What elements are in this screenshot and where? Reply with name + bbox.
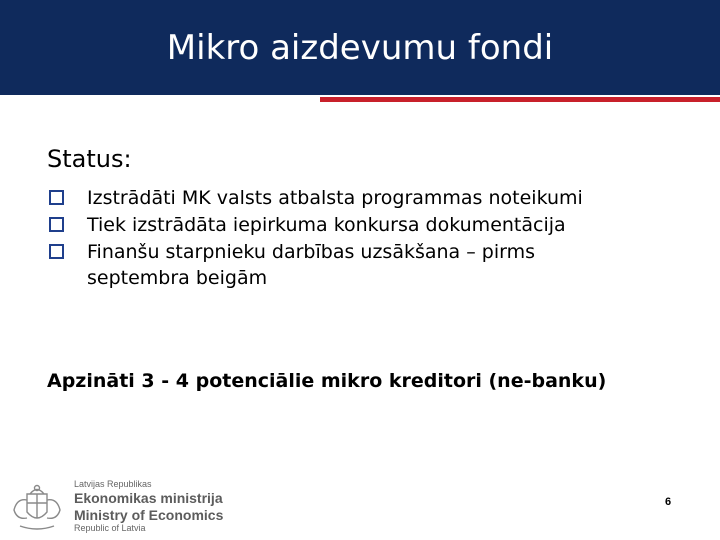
ministry-logo bbox=[8, 476, 248, 534]
checkbox-square-icon bbox=[49, 244, 64, 259]
logo-line-3: Ministry of Economics bbox=[74, 507, 224, 523]
list-item bbox=[49, 212, 689, 238]
bullet-text: Tiek izstrādāta iepirkuma konkursa dokumentācija bbox=[87, 214, 566, 236]
latvia-coat-of-arms-icon bbox=[8, 482, 66, 532]
checkbox-square-icon bbox=[49, 217, 64, 232]
logo-line-4: Republic of Latvia bbox=[74, 523, 146, 533]
logo-line-2: Ekonomikas ministrija bbox=[74, 490, 223, 506]
accent-line bbox=[320, 97, 720, 102]
slide-title: Mikro aizdevumu fondi bbox=[166, 28, 554, 68]
status-heading: Status: bbox=[47, 145, 132, 173]
checkbox-square-icon bbox=[49, 190, 64, 205]
list-item bbox=[49, 185, 689, 211]
bullet-text: Finanšu starpnieku darbības uzsākšana – pirms septembra beigām bbox=[87, 241, 535, 289]
logo-line-1: Latvijas Republikas bbox=[74, 479, 152, 489]
list-item bbox=[49, 239, 617, 291]
page-number: 6 bbox=[665, 496, 672, 508]
bullet-text: Izstrādāti MK valsts atbalsta programmas noteikumi bbox=[87, 187, 583, 209]
bullet-list bbox=[49, 185, 689, 292]
note-text: Apzināti 3 - 4 potenciālie mikro kreditori (ne-banku) bbox=[47, 370, 607, 392]
